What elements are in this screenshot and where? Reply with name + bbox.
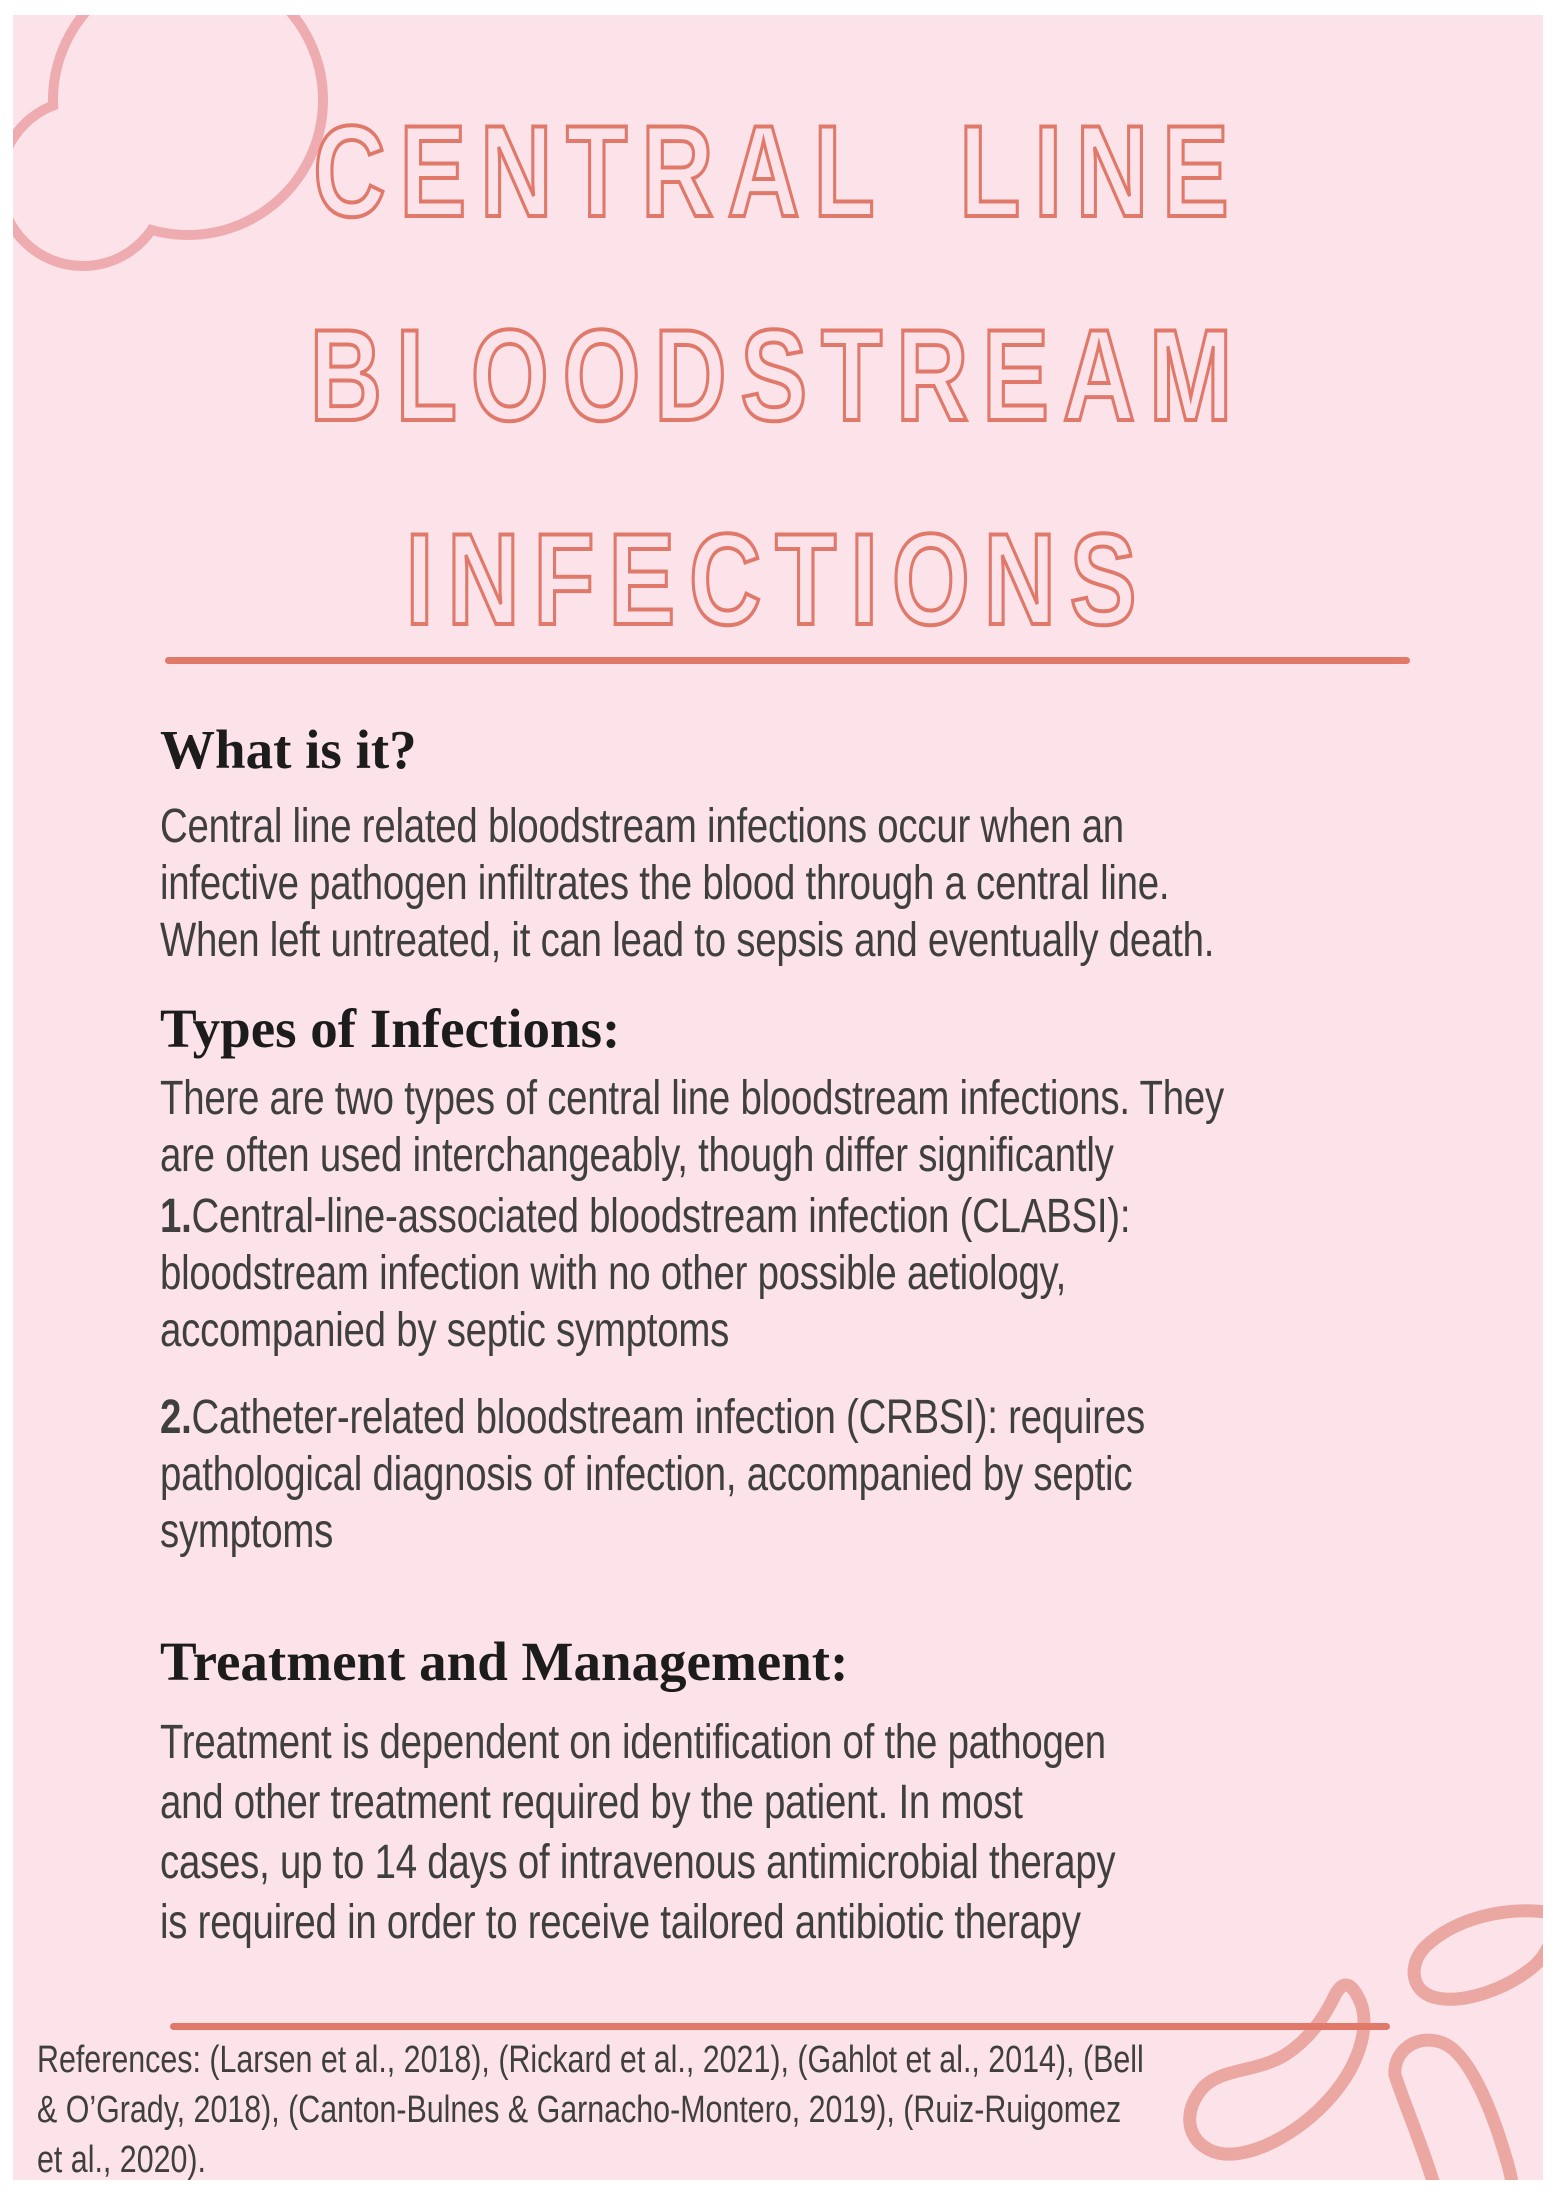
section-heading-treatment: Treatment and Management:	[160, 1631, 849, 1692]
text-line: et al., 2020).	[37, 2139, 206, 2180]
list-item-crbsi	[160, 1389, 1543, 1560]
text-line: 1.Central-line-associated bloodstream infection (CLABSI):	[160, 1190, 1131, 1243]
title-line-2: BLOODSTREAM	[309, 302, 1247, 448]
title-underline	[165, 657, 1410, 664]
footer-divider	[170, 2023, 1390, 2030]
text-line: References: (Larsen et al., 2018), (Rickard et al., 2021), (Gahlot et al., 2014), (Bell	[37, 2039, 1144, 2081]
text-line: There are two types of central line bloodstream infections. They	[160, 1072, 1224, 1125]
section-heading-types: Types of Infections:	[160, 998, 621, 1059]
text-line: Central line related bloodstream infections occur when an	[160, 800, 1124, 853]
text-line: is required in order to receive tailored antibiotic therapy	[160, 1896, 1081, 1949]
paragraph-what-is-it	[160, 798, 1543, 969]
title-line-1: CENTRAL LINE	[313, 98, 1243, 244]
text-line: pathological diagnosis of infection, accompanied by septic	[160, 1448, 1133, 1501]
text-line: 2.Catheter-related bloodstream infection (CRBSI): requires	[160, 1391, 1145, 1444]
text-line: Treatment is dependent on identification of the pathogen	[160, 1716, 1106, 1769]
text-line: accompanied by septic symptoms	[160, 1304, 730, 1357]
text-line: & O’Grady, 2018), (Canton-Bulnes & Garnacho-Montero, 2019), (Ruiz-Ruigomez	[37, 2089, 1122, 2131]
poster-canvas	[13, 15, 1543, 2180]
paragraph-treatment	[160, 1713, 1543, 1953]
text-line: cases, up to 14 days of intravenous antimicrobial therapy	[160, 1836, 1116, 1889]
text-line: and other treatment required by the patient. In most	[160, 1776, 1023, 1829]
list-item-clabsi	[160, 1188, 1543, 1359]
text-line: are often used interchangeably, though differ significantly	[160, 1129, 1114, 1182]
title-line-3: INFECTIONS	[405, 506, 1151, 652]
text-line: infective pathogen infiltrates the blood through a central line.	[160, 857, 1170, 910]
section-heading-what-is-it: What is it?	[160, 719, 417, 780]
paragraph-types-intro	[160, 1070, 1543, 1184]
text-line: bloodstream infection with no other possible aetiology,	[160, 1247, 1067, 1300]
text-line: symptoms	[160, 1505, 334, 1558]
references	[37, 2035, 1541, 2180]
text-line: When left untreated, it can lead to sepsis and eventually death.	[160, 914, 1215, 967]
